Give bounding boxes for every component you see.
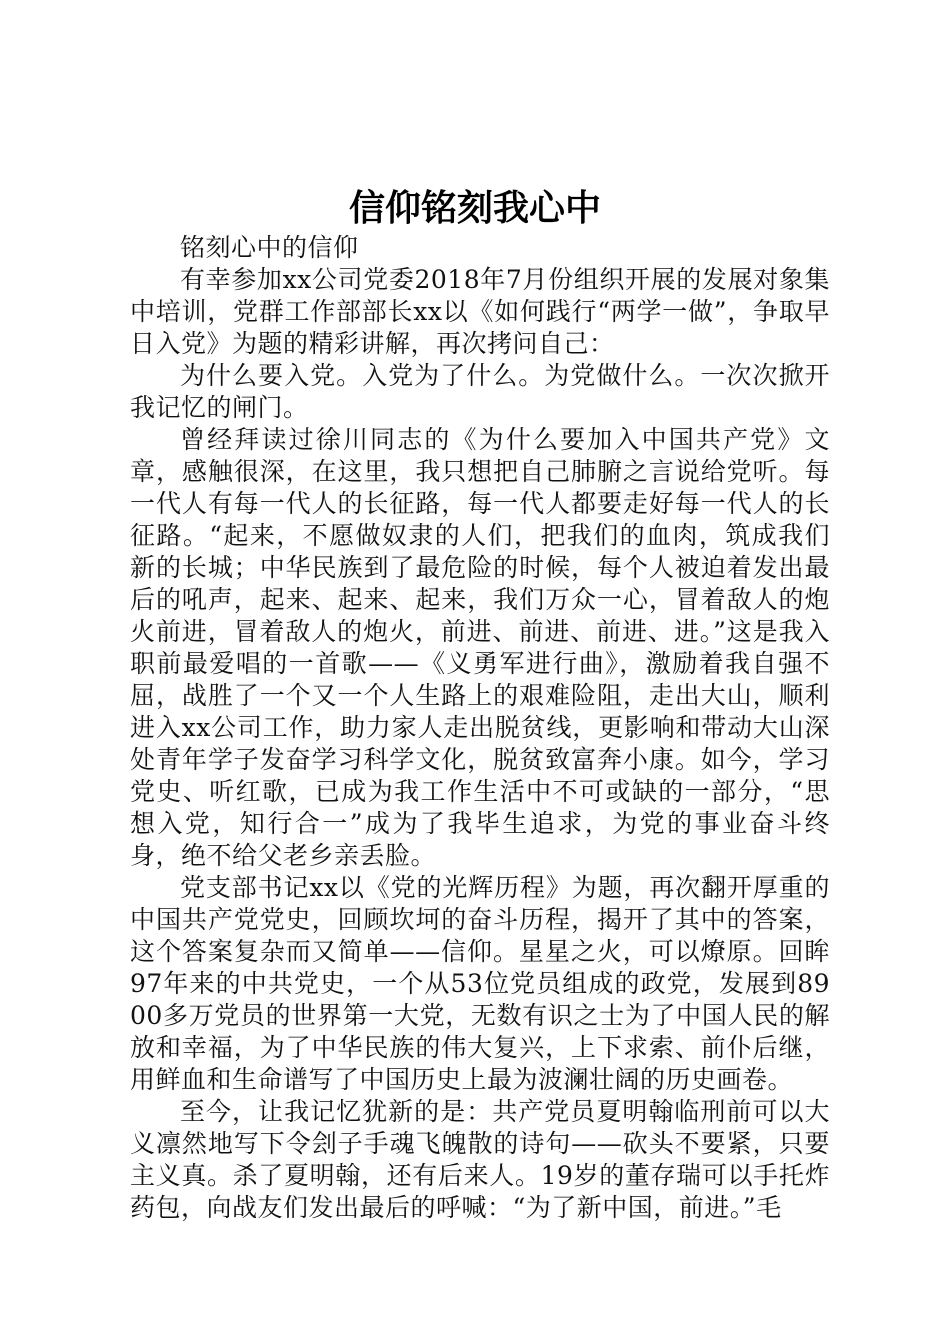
paragraph: 曾经拜读过徐川同志的《为什么要加入中国共产党》文章，感触很深，在这里，我只想把自己肺腑之言说给党听。每一代人有每一代人的长征路，每一代人都要走好每一代人的长征路。“起来，不愿做奴隶的人们，把我们的血肉，筑成我们新的长城；中华民族到了最危险的时候，每个人被迫着发出最后的吼声，起来、起来、起来，我们万众一心，冒着敌人的炮火前进，冒着敌人的炮火，前进、前进、前进、进。”这是我入职前最爱唱的一首歌——《义勇军进行曲》，激励着我自强不屈，战胜了一个又一个人生路上的艰难险阻，走出大山，顺利进入xx公司工作，助力家人走出脱贫线，更影响和带动大山深处青年学子发奋学习科学文化，脱贫致富奔小康。如今，学习党史、听红歌，已成为我工作生活中不可或缺的一部分，“思想入党，知行合一”成为了我毕生追求，为党的事业奋斗终身，绝不给父老乡亲丢脸。 bbox=[130, 425, 830, 870]
paragraph: 为什么要入党。入党为了什么。为党做什么。一次次掀开我记忆的闸门。 bbox=[130, 361, 830, 422]
paragraph-subtitle: 铭刻心中的信仰 bbox=[180, 233, 359, 262]
paragraph: 党支部书记xx以《党的光辉历程》为题，再次翻开厚重的中国共产党党史，回顾坎坷的奋斗历程，揭开了其中的答案，这个答案复杂而又简单——信仰。星星之火，可以燎原。回眸97年来的中共党史，一个从53位党员组成的政党，发展到8900多万党员的世界第一大党，无数有识之士为了中国人民的解放和幸福，为了中华民族的伟大复兴，上下求索、前仆后继，用鲜血和生命谱写了中国历史上最为波澜壮阔的历史画卷。 bbox=[130, 873, 830, 1094]
paragraph: 有幸参加xx公司党委2018年7月份组织开展的发展对象集中培训，党群工作部部长xx以《如何践行“两学一做”，争取早日入党》为题的精彩讲解，再次拷问自己： bbox=[130, 265, 830, 358]
document-title: 信仰铭刻我心中 bbox=[348, 187, 601, 229]
paragraph: 至今，让我记忆犹新的是：共产党员夏明翰临刑前可以大义凛然地写下令刽子手魂飞魄散的诗句——砍头不要紧，只要主义真。杀了夏明翰，还有后来人。19岁的董存瑞可以手托炸药包，向战友们发出最后的呼喊：“为了新中国，前进。”毛 bbox=[130, 1097, 830, 1222]
document-body bbox=[130, 232, 830, 1224]
